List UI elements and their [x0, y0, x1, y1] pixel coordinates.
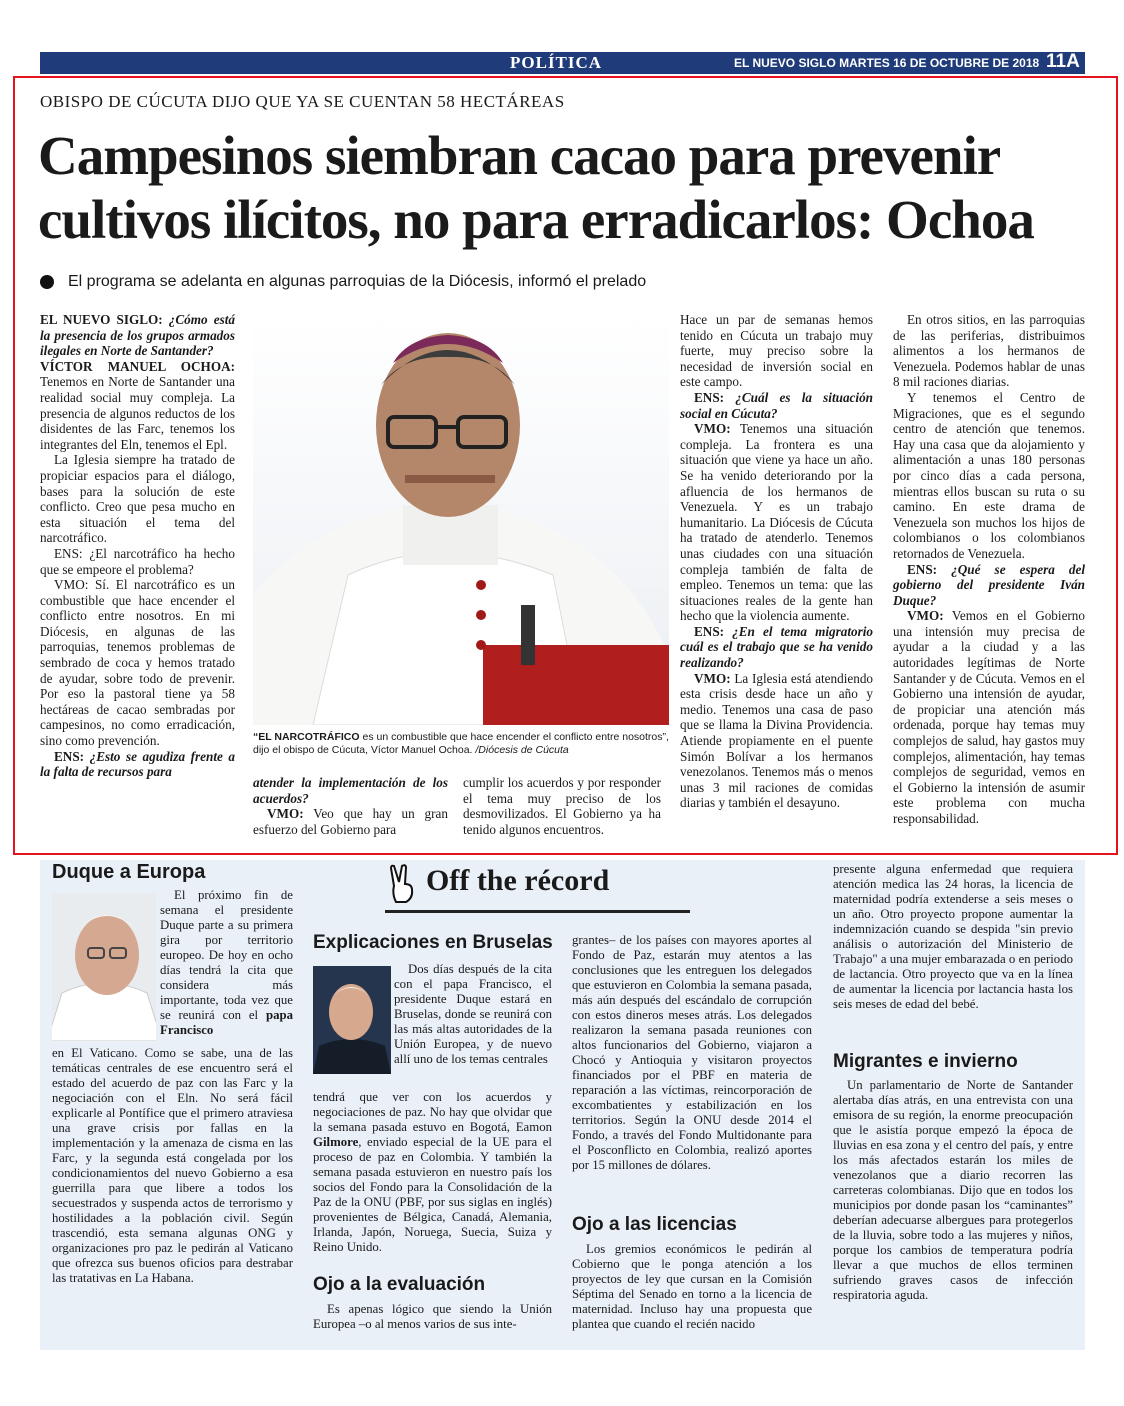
- paragraph: Un parlamentario de Norte de Santander alertaba días atrás, en una entrevista con una emisora de su región, la enorme preocupación que le asistía porque empezó la época de lluvias en esa zona y el centro del país, y entre los más afectados estarán los miles de venezolanos que a diario recorren las carreteras colombianas. Dijo que en todos los municipios por donde pasan los “caminantes” deberían adecuarse albergues para protegerlos de la lluvia, sobre todo a las mujeres y niños, porque los cambios de temperatura podría llevar a que muchos de ellos terminen sufriendo graves casos de infección respiratoria aguda.: [833, 1078, 1073, 1302]
- migrantes-text: [833, 1078, 1073, 1303]
- bruselas-title: Explicaciones en Bruselas: [313, 932, 553, 953]
- duque-text-wrap: [160, 888, 293, 1038]
- paragraph: ENS: ¿El narcotráfico ha hecho que se empeore el problema?: [40, 545, 235, 577]
- duque-text-a: El próximo fin de semana el presidente Duque parte a su primera gira por territorio europeo. De hoy en ocho días tendrá la cita que considera más importante, toda vez que se reunirá con el: [160, 888, 293, 1022]
- pope-photo: [52, 893, 156, 1041]
- article-column-3: [463, 775, 661, 837]
- article-column-5: [893, 312, 1085, 827]
- licencias-text: [572, 1242, 812, 1332]
- speaker-label: EL NUEVO SIGLO:: [40, 312, 163, 327]
- answer: Veo que hay un gran esfuerzo del Gobierno para: [253, 806, 448, 837]
- paragraph: Hace un par de semanas hemos tenido en Cúcuta un trabajo muy fuerte, muy preciso sobre la necesidad de inversión social en este campo.: [680, 312, 873, 390]
- bruselas-text-a: tendrá que ver con los acuerdos y negociaciones de paz. No hay que olvidar que la semana pasada estuvo en Bogotá, Eamon: [313, 1090, 552, 1134]
- paragraph: presente alguna enfermedad que requiera atención medica las 24 horas, la licencia de maternidad podría extenderse a seis meses o un año. Otro proyecto propone aumentar la indemnización cuando se despida "sin previo análisis o autorización del Ministerio de Trabajo" a una mujer embarazada o en periodo de lactancia. Otro proyecto que va en la línea de aumentar la licencia por lactancia hasta los seis meses de edad del bebé.: [833, 862, 1073, 1011]
- bruselas-text-b: , enviado especial de la UE para el proceso de paz en Colombia. Y también la semana pasada estuvieron en nuestro país los socios del Fondo para la Consolidación de la Paz de la ONU (PBF, por sus siglas en inglés) provenientes de Bélgica, Canadá, Alemania, Irlanda, Japón, Noruega, Suecia, Suiza y Reino Unido.: [313, 1135, 552, 1254]
- licencias-title: Ojo a las licencias: [572, 1214, 737, 1235]
- answer: Tenemos en Norte de Santander una realidad social muy compleja. La presencia de algunos reductos de los disidentes de las Farc, tenemos los integrantes del Eln, tenemos el Epl.: [40, 374, 235, 452]
- paper-date-info: EL NUEVO SIGLO MARTES 16 DE OCTUBRE DE 2018: [734, 56, 1040, 70]
- speaker-label: VMO:: [267, 806, 304, 822]
- speaker-label: VÍCTOR MANUEL OCHOA:: [40, 358, 235, 374]
- question: ¿En el tema migratorio cuál es el trabajo que se ha venido realizando?: [680, 623, 874, 671]
- page-number: 11A: [1046, 51, 1080, 72]
- speaker-label: VMO:: [694, 421, 731, 437]
- photo-caption: [253, 731, 669, 757]
- bruselas-text-full: [313, 1090, 552, 1255]
- paragraph: en El Vaticano. Como se sabe, una de las temáticas centrales de ese encuentro será el estado del acuerdo de paz con las Farc y la negociación con el Eln. No será fácil explicarle al Pontífice que el primero atraviesa una grave crisis por fallas en la implementación y la amenaza de cisma en las Farc, y la segunda está congelada por los condicionamientos del nuevo Gobierno a esa guerrilla para que libere a todos los secuestrados y suspenda actos de terrorismo y hostilidades a la población civil. Según trascendió, esta semana algunas ONG y organizaciones pro paz le pedirán al Vaticano que ofrezca sus buenos oficios para destrabar las tratativas en La Habana.: [52, 1046, 293, 1285]
- right-column-text: [833, 862, 1073, 1012]
- paragraph: Es apenas lógico que siendo la Unión Europea –o al menos varios de sus inte-: [313, 1302, 552, 1331]
- question: ¿Esto se agudiza frente a la falta de recursos para: [40, 748, 236, 780]
- speaker-label: VMO:: [907, 608, 944, 624]
- speaker-label: ENS:: [907, 561, 938, 577]
- article-headline: [38, 124, 1088, 252]
- paragraph: [160, 888, 293, 1038]
- headline-line-1: Campesinos siembran cacao para prevenir: [38, 125, 1001, 186]
- duque-text-full: [52, 1046, 293, 1286]
- paragraph: La Iglesia siempre ha tratado de propiciar espacios para el diálogo, bases para la solución de este conflicto. Creo que pesa mucho en esta situación el tema del narcotráfico.: [40, 452, 235, 546]
- article-column-4: [680, 312, 873, 811]
- article-column-2: [253, 775, 448, 837]
- paragraph: Y tenemos el Centro de Migraciones, que es el segundo centro de atención que tenemos. Hay una casa que da alojamiento y alimentación a unas 180 personas por cinco días a cada persona, mientras ellos buscan su ruta o su camino. En este drama de Venezuela son muchos los hijos de colombianos o los colombianos retornados de Venezuela.: [893, 389, 1085, 561]
- question: ¿Cuál es la situación social en Cúcuta?: [680, 389, 874, 421]
- answer: Vemos en el Gobierno una intensión muy precisa de ayudar a la ciudad y a las autoridades legítimas de Norte Santander y de Cúcuta. Vemos en el Gobierno una intensión de ayudar, de propiciar una atención más ordenada, porque hay temas muy complejos de salud, hay gastos muy complejos, alimentación, hay temas complejos de seguridad, vemos en el Gobierno la intensión de asumir este problema con mucha responsabilidad.: [893, 608, 1085, 826]
- answer: Tenemos una situación compleja. La frontera es una situación que viene ya hace un año. Se ha venido deteriorando por la afluencia de los hermanos de Venezuela. Y es un trabajo humanitario. La Diócesis de Cúcuta ha tratado de atenderlo. Tenemos unas ciudades con una situación compleja también de falta de empleo. Tenemos un tema: que las situaciones reales de la gente han hecho que la violencia aumente.: [680, 421, 873, 624]
- paragraph: Los gremios económicos le pedirán al Cobierno que le ponga atención a los proyectos de ley que cursan en la Comisión Séptima del Senado en torno a la licencia de maternidad. Incluso hay una propuesta que plantea que cuando el recién nacido: [572, 1242, 812, 1331]
- duque-title: Duque a Europa: [52, 861, 206, 883]
- subhead-text: El programa se adelanta en algunas parroquias de la Diócesis, informó el prelado: [68, 273, 647, 290]
- speaker-label: VMO:: [694, 670, 731, 686]
- caption-lead: “EL NARCOTRÁFICO: [253, 731, 360, 743]
- paragraph: [313, 1090, 552, 1255]
- question: ¿Cómo está la presencia de los grupos armados ilegales en Norte de Santander?: [40, 312, 236, 359]
- evaluacion-title: Ojo a la evaluación: [313, 1274, 486, 1295]
- bruselas-text-wrap: [394, 962, 552, 1067]
- bullet-icon: [40, 275, 54, 289]
- off-the-record-title: Off the récord: [426, 864, 610, 897]
- bishop-photo: [253, 315, 669, 725]
- paragraph: grantes– de los países con mayores aportes al Fondo de Paz, estarán muy atentos a las conclusiones que les entreguen los delegados que estuvieron en Colombia la semana pasada, más aún después del escándalo de corrupción con estos dineros meses atrás. Los delegados realizaron la semana pasada reuniones con altos funcionarios del Gobierno, viajaron a Chocó y Antioquia y visitaron proyectos financiados por el PBF en materia de reparación a las víctimas, reincorporación de excombatientes y estabilización en los territorios. Según la ONU desde 2014 el Fondo, a través del Fondo Multidonante para el Posconflicto en Colombia, realizó aportes por 15 millones de dólares.: [572, 933, 812, 1172]
- migrantes-title: Migrantes e invierno: [833, 1051, 1018, 1072]
- article-subhead: [40, 273, 646, 291]
- paragraph: En otros sitios, en las parroquias de las periferias, distribuimos alimentos a los hermanos de Venezuela. Podemos hablar de unas 8 mil raciones diarias.: [893, 312, 1085, 390]
- title-rule: [385, 910, 690, 913]
- section-label: POLÍTICA: [510, 53, 603, 72]
- headline-line-2: cultivos ilícitos, no para erradicarlos: Ochoa: [38, 189, 1034, 250]
- bold-name: Gilmore: [313, 1135, 359, 1149]
- middle-column-text: [572, 933, 812, 1173]
- caption-credit: /Diócesis de Cúcuta: [475, 744, 569, 756]
- answer: La Iglesia está atendiendo esta crisis desde hace un año y medio. Tenemos una casa de paso que se llama la Divina Providencia. Atiende propiamente en el puente Simón Bolívar a los hermanos venezolanos. Tenemos más o menos unas 3 mil raciones de comidas diarias y también el desayuno.: [680, 670, 874, 811]
- gilmore-photo: [313, 966, 391, 1074]
- caption-text: es un combustible que hace encender el conflicto entre nosotros”, dijo el obispo de Cúcuta, Víctor Manuel Ochoa.: [253, 731, 669, 756]
- speaker-label: ENS:: [694, 623, 725, 639]
- speaker-label: ENS:: [694, 389, 725, 405]
- question: ¿Qué se espera del gobierno del presidente Iván Duque?: [893, 561, 1086, 608]
- paragraph: cumplir los acuerdos y por responder el tema muy preciso de los desmovilizados. El Gobierno ya ha tenido algunos encuentros.: [463, 775, 661, 837]
- evaluacion-text: [313, 1302, 552, 1332]
- paragraph: VMO: Sí. El narcotráfico es un combustible que hace encender el conflicto entre nosotros. En mi Diócesis, en algunas de las parroquias, tenemos problemas de sembrado de coca y hemos tratado de ayudar, sobre todo de prevenir. Por eso la pastoral tiene ya 58 hectáreas de cacao sembradas por campesinos, no como erradicación, sino como prevención.: [40, 577, 235, 749]
- speaker-label: ENS:: [54, 748, 85, 764]
- question: atender la implementación de los acuerdos?: [253, 775, 448, 806]
- paragraph: Dos días después de la cita con el papa Francisco, el presidente Duque estará en Bruselas, donde se reunirá con las más altas autoridades de la Unión Europea, y de nuevo allí uno de los temas centrales: [394, 962, 552, 1066]
- bishop-illustration: [253, 315, 669, 725]
- victory-hand-icon: [388, 864, 418, 904]
- article-column-1: [40, 312, 235, 780]
- article-kicker: OBISPO DE CÚCUTA DIJO QUE YA SE CUENTAN 58 HECTÁREAS: [40, 92, 565, 111]
- bold-name: papa Francisco: [160, 1008, 293, 1037]
